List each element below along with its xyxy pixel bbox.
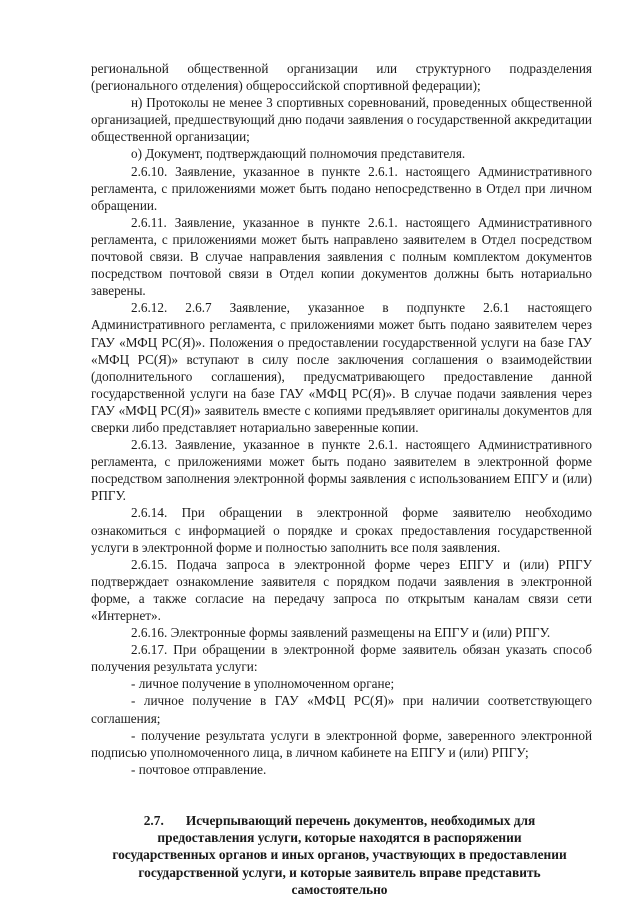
paragraph-continuation: региональной общественной организации или структурного подразделения (регионального отделения) общероссийской спортивной федерации); (91, 61, 592, 94)
paragraph-item-o: о) Документ, подтверждающий полномочия представителя. (131, 146, 466, 162)
paragraph-2-6-14: 2.6.14. При обращении в электронной форме заявителю необходимо ознакомиться с информацией о порядке и сроках предоставления государственной услуги в электронной форме и полностью заполнить все поля заявления. (91, 505, 592, 555)
section-number: 2.7. (143, 812, 164, 828)
section-title: Исчерпывающий перечень документов, необходимых для предоставления услуги, которые находятся в распоряжении государственных органов и иных органов, участвующих в предоставлении государственной услуги, и которые заявитель вправе представить самостоятельно (112, 812, 567, 897)
list-item-personal-authority: - личное получение в уполномоченном органе; (131, 676, 395, 692)
paragraph-2-6-10: 2.6.10. Заявление, указанное в пункте 2.6.1. настоящего Административного регламента, с приложениями может быть подано непосредственно в Отдел при личном обращении. (91, 163, 592, 213)
list-item-personal-mfc: - личное получение в ГАУ «МФЦ РС(Я)» при наличии соответствующего соглашения; (91, 693, 592, 726)
paragraph-2-6-11: 2.6.11. Заявление, указанное в пункте 2.6.1. настоящего Административного регламента, с приложениями может быть направлено заявителем в Отдел посредством почтовой связи. В случае направления заявления с полным комплектом документов посредством почтовой связи в Отдел копии документов должны быть нотариально заверены. (91, 214, 592, 299)
paragraph-item-n: н) Протоколы не менее 3 спортивных соревнований, проведенных общественной организацией, предшествующий дню подачи заявления о государственной аккредитации общественной организации; (91, 95, 592, 145)
section-heading-2-7 (91, 812, 592, 898)
paragraph-2-6-15: 2.6.15. Подача запроса в электронной форме через ЕПГУ и (или) РПГУ подтверждает ознакомление заявителя с порядком подачи заявления в электронной форме, а также согласие на передачу запроса по открытым каналам связи сети «Интернет». (91, 556, 592, 623)
paragraph-2-6-13: 2.6.13. Заявление, указанное в пункте 2.6.1. настоящего Административного регламента, с приложениями может быть подано заявителем в электронной форме посредством заполнения электронной формы заявления с использованием ЕПГУ и (или) РПГУ. (91, 437, 592, 504)
list-item-electronic: - получение результата услуги в электронной форме, заверенного электронной подписью уполномоченного лица, в личном кабинете на ЕПГУ и (или) РПГУ; (91, 727, 592, 760)
paragraph-2-6-12: 2.6.12. 2.6.7 Заявление, указанное в подпункте 2.6.1 настоящего Административного регламента, с приложениями может быть подано заявителем через ГАУ «МФЦ РС(Я)». Положения о предоставлении государственной услуги на базе ГАУ «МФЦ РС(Я)» вступают в силу после заключения соглашения о взаимодействии (дополнительного соглашения), предусматривающего предоставление данной государственной услуги на базе ГАУ «МФЦ РС(Я)». В случае подачи заявления через ГАУ «МФЦ РС(Я)» заявитель вместе с копиями предъявляет оригиналы документов для сверки либо представляет нотариально заверенные копии. (91, 300, 592, 435)
paragraph-2-6-17: 2.6.17. При обращении в электронной форме заявитель обязан указать способ получения результата услуги: (91, 642, 592, 675)
paragraph-2-6-16: 2.6.16. Электронные формы заявлений размещены на ЕПГУ и (или) РПГУ. (131, 625, 551, 641)
list-item-postal: - почтовое отправление. (131, 761, 267, 777)
